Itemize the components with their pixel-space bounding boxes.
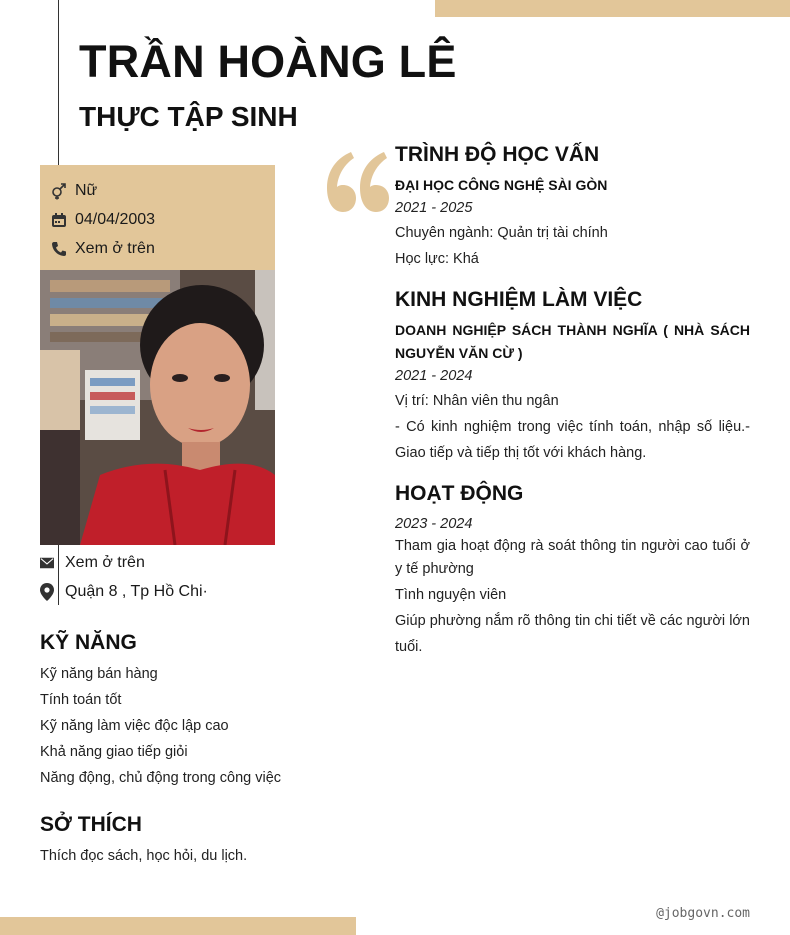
calendar-icon bbox=[50, 211, 68, 229]
address-value: Quận 8 , Tp Hồ Chi· bbox=[65, 583, 208, 600]
experience-position: Vị trí: Nhân viên thu ngân bbox=[395, 393, 559, 409]
education-grade: Học lực: Khá bbox=[395, 251, 479, 267]
birthday-value: 04/04/2003 bbox=[75, 211, 156, 228]
location-pin-icon bbox=[40, 583, 54, 601]
education-major: Chuyên ngành: Quản trị tài chính bbox=[395, 225, 608, 241]
job-title: THỰC TẬP SINH bbox=[79, 101, 298, 132]
experience-description: - Có kinh nghiệm trong việc tính toán, nhập số liệu.- Giao tiếp và tiếp thị tốt với khách hàng. bbox=[395, 419, 750, 461]
hobbies-heading: SỞ THÍCH bbox=[40, 813, 142, 836]
gender-value: Nữ bbox=[75, 182, 98, 199]
skill-item: Khả năng giao tiếp giỏi bbox=[40, 744, 188, 760]
profile-photo bbox=[40, 270, 275, 545]
activities-period: 2023 - 2024 bbox=[395, 516, 473, 532]
mail-icon bbox=[40, 554, 54, 572]
skills-heading: KỸ NĂNG bbox=[40, 631, 137, 654]
address-row bbox=[40, 580, 208, 604]
school-name: ĐẠI HỌC CÔNG NGHỆ SÀI GÒN bbox=[395, 177, 608, 193]
candidate-name: TRẦN HOÀNG LÊ bbox=[79, 36, 457, 87]
email-value: Xem ở trên bbox=[65, 554, 145, 571]
phone-value: Xem ở trên bbox=[75, 240, 155, 257]
gender-icon bbox=[50, 182, 68, 200]
phone-row bbox=[50, 237, 155, 261]
top-accent-bar bbox=[435, 0, 790, 17]
bottom-accent-bar bbox=[0, 917, 356, 935]
education-period: 2021 - 2025 bbox=[395, 200, 473, 216]
gender-row bbox=[50, 179, 97, 203]
quote-mark-icon bbox=[323, 148, 389, 216]
activity-line: Tham gia hoạt động rà soát thông tin người cao tuổi ở y tế phường bbox=[395, 538, 750, 577]
company-name: DOANH NGHIỆP SÁCH THÀNH NGHĨA ( NHÀ SÁCH NGUYỄN VĂN CỪ ) bbox=[395, 322, 750, 361]
activity-line: Giúp phường nắm rõ thông tin chi tiết về các người lớn tuổi. bbox=[395, 613, 750, 655]
phone-icon bbox=[50, 240, 68, 258]
skill-item: Tính toán tốt bbox=[40, 692, 122, 708]
hobbies-text: Thích đọc sách, học hỏi, du lịch. bbox=[40, 848, 248, 864]
skill-item: Kỹ năng bán hàng bbox=[40, 666, 158, 682]
experience-period: 2021 - 2024 bbox=[395, 368, 473, 384]
activity-line: Tình nguyện viên bbox=[395, 587, 507, 603]
activities-heading: HOẠT ĐỘNG bbox=[395, 482, 524, 505]
experience-heading: KINH NGHIỆM LÀM VIỆC bbox=[395, 288, 643, 311]
vertical-divider-top bbox=[58, 0, 59, 165]
education-heading: TRÌNH ĐỘ HỌC VẤN bbox=[395, 143, 600, 166]
birthday-row bbox=[50, 208, 155, 232]
watermark: @jobgovn.com bbox=[656, 906, 750, 921]
email-row bbox=[40, 551, 145, 575]
skill-item: Năng động, chủ động trong công việc bbox=[40, 770, 282, 786]
personal-info-box bbox=[40, 165, 275, 270]
skill-item: Kỹ năng làm việc độc lập cao bbox=[40, 718, 229, 734]
